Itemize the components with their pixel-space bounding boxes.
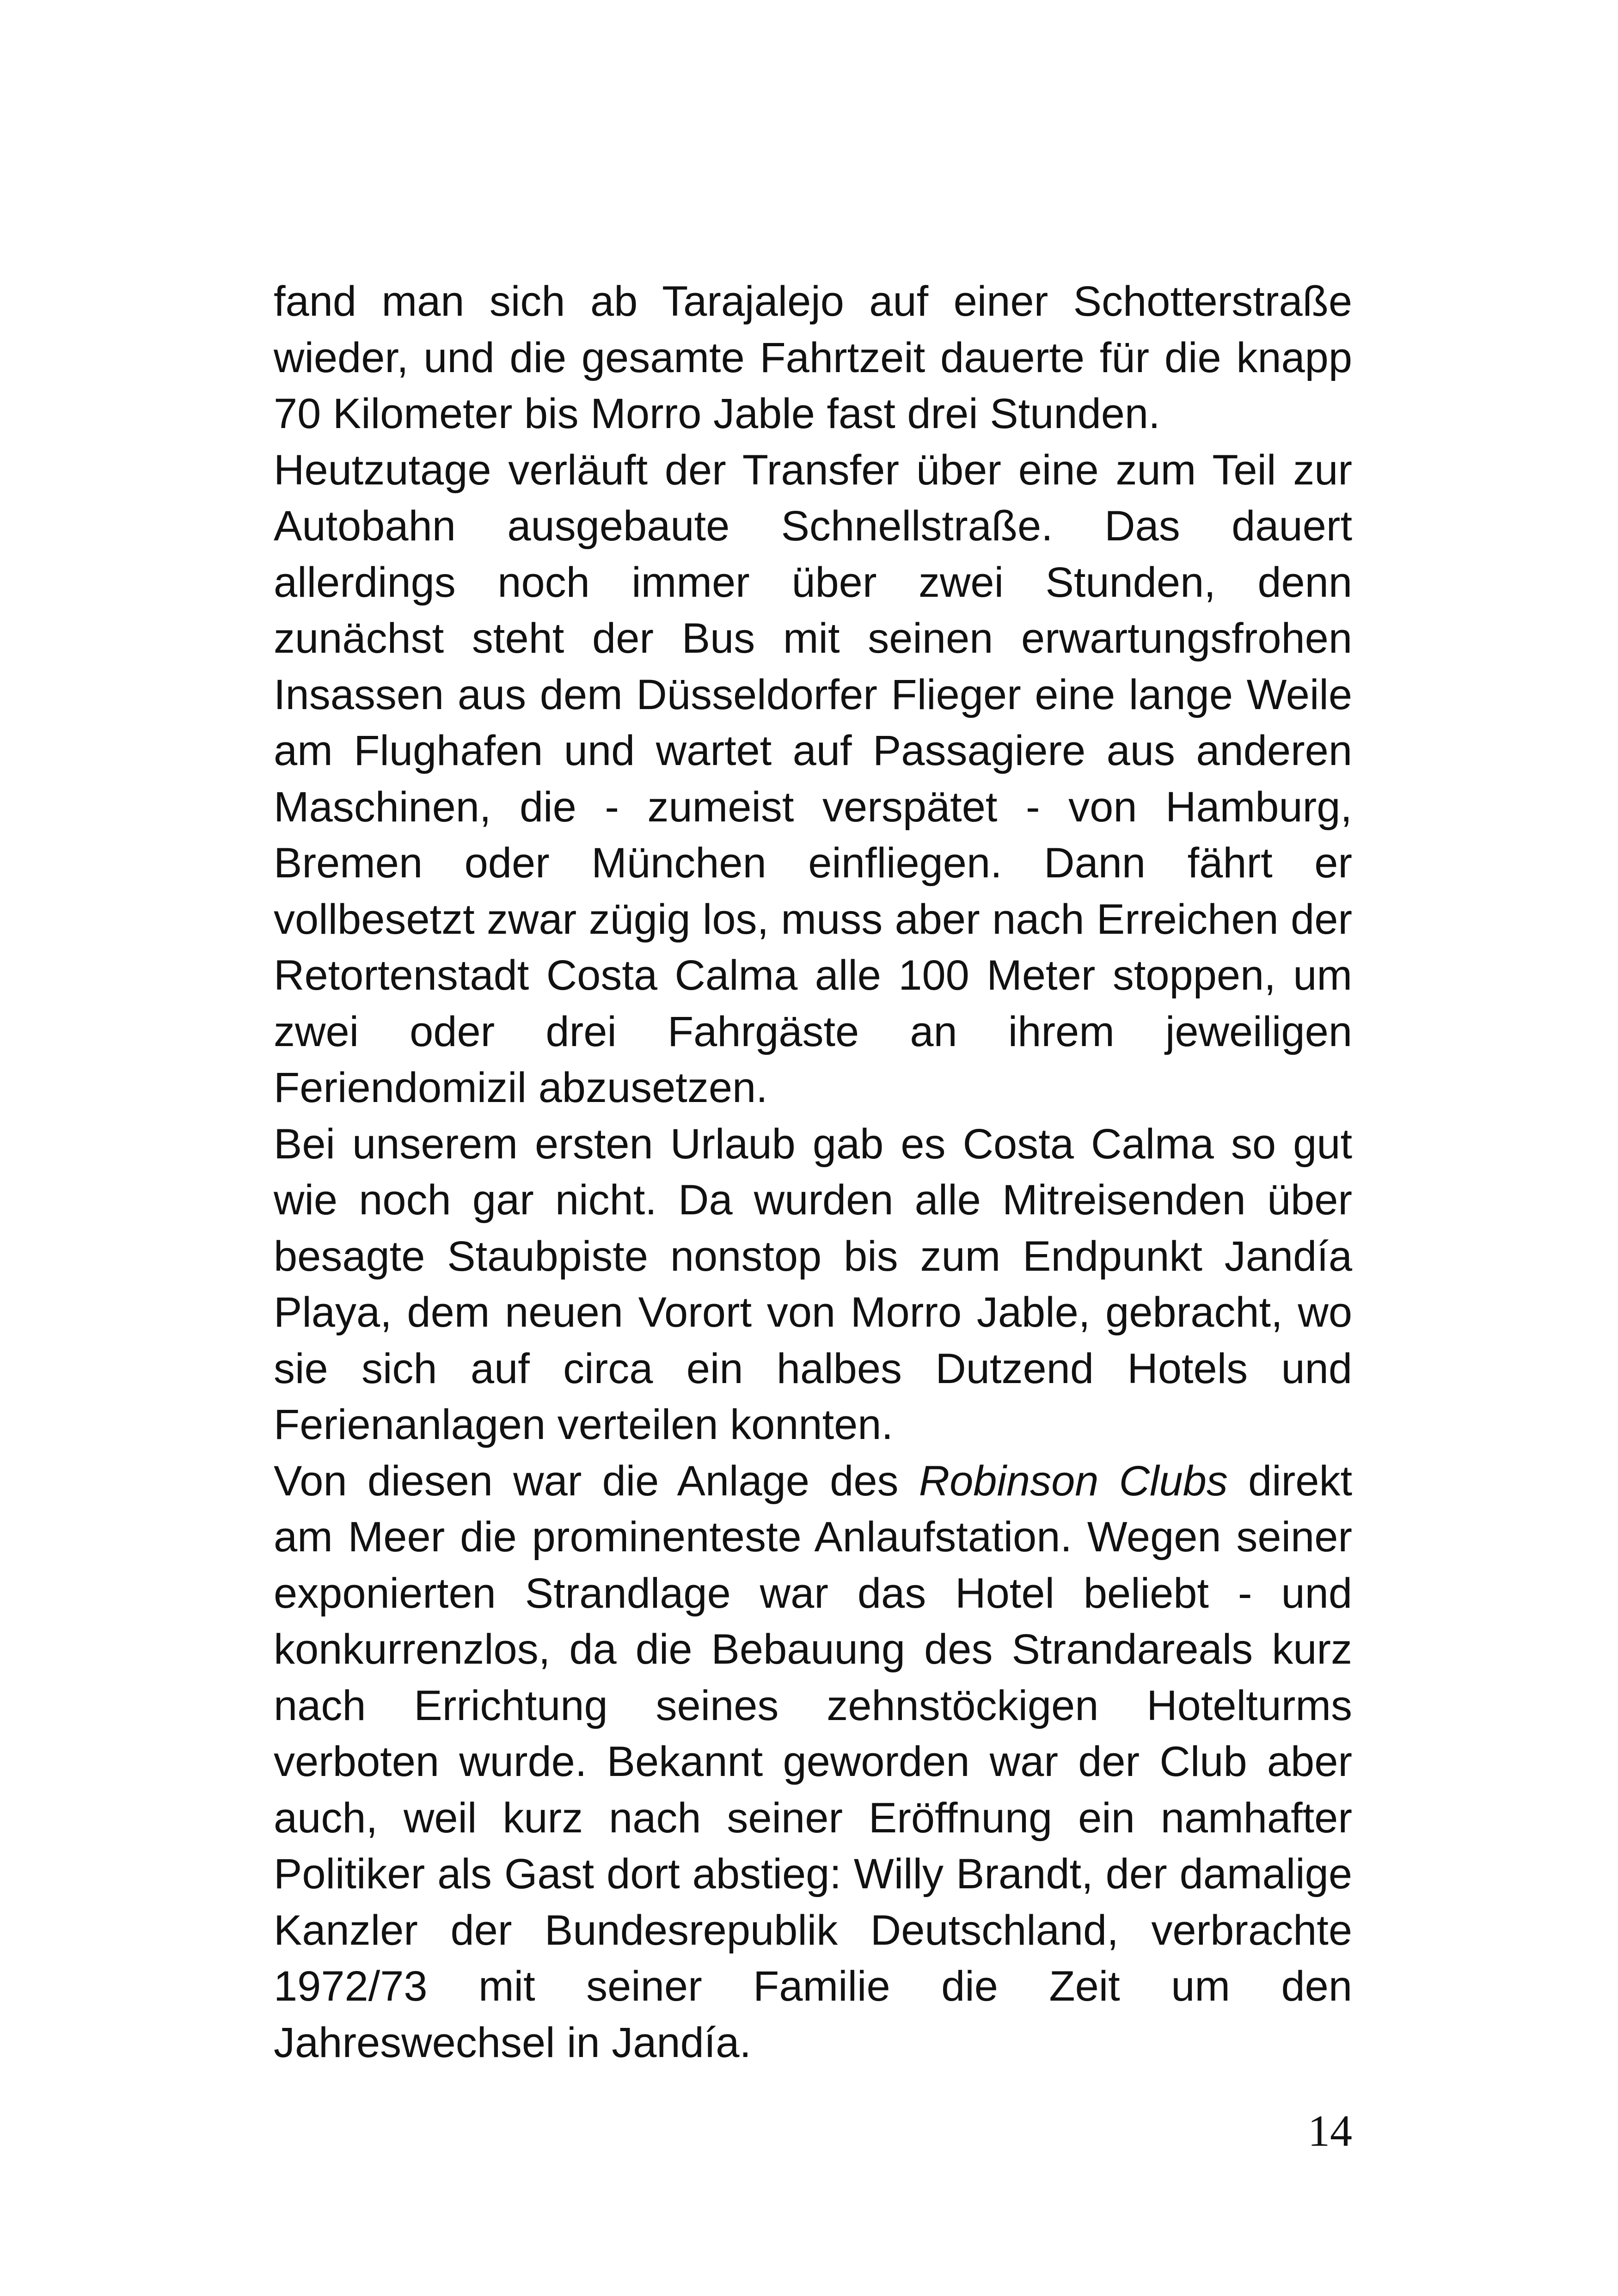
body-text — [274, 274, 1352, 2071]
paragraph-2: Heutzutage verläuft der Transfer über eine zum Teil zur Autobahn ausgebaute Schnellstraße. Das dauert allerdings noch immer über zwei Stunden, denn zunächst steht der Bus mit seinen erwartungsfrohen Insassen aus dem Düsseldorfer Flieger eine lange Weile am Flughafen und wartet auf Passagiere aus anderen Maschinen, die - zumeist verspätet - von Hamburg, Bremen oder München einfliegen. Dann fährt er vollbesetzt zwar zügig los, muss aber nach Erreichen der Retortenstadt Costa Calma alle 100 Meter stoppen, um zwei oder drei Fahrgäste an ihrem jeweiligen Feriendomizil abzusetzen. — [274, 446, 1352, 1111]
club-name-italic: Robinson Clubs — [919, 1457, 1228, 1505]
paragraph-4-end: direkt am Meer die prominenteste Anlaufstation. Wegen seiner exponierten Strandlage war das Hotel beliebt - und konkurrenzlos, da die Bebauung des Strandareals kurz nach Errichtung seines zehnstöckigen Hotelturms verboten wurde. Bekannt geworden war der Club aber auch, weil kurz nach seiner Eröffnung ein namhafter Politiker als Gast dort abstieg: Willy Brandt, der damalige Kanzler der Bundesrepublik Deutschland, verbrachte 1972/73 mit seiner Familie die Zeit um den Jahreswechsel in Jandía. — [274, 1457, 1353, 2066]
paragraph-4-start: Von diesen war die Anlage des — [274, 1457, 919, 1505]
paragraph-1: fand man sich ab Tarajalejo auf einer Schotterstraße wieder, und die gesamte Fahrtzeit dauerte für die knapp 70 Kilometer bis Morro Jable fast drei Stunden. — [274, 278, 1352, 437]
page-number: 14 — [1308, 2106, 1352, 2155]
paragraph-3: Bei unserem ersten Urlaub gab es Costa Calma so gut wie noch gar nicht. Da wurden alle Mitreisenden über besagte Staubpiste nonstop bis zum Endpunkt Jandía Playa, dem neuen Vorort von Morro Jable, gebracht, wo sie sich auf circa ein halbes Dutzend Hotels und Ferienanlagen verteilen konnten. — [274, 1120, 1352, 1448]
paragraph-4 — [274, 1453, 1352, 2071]
